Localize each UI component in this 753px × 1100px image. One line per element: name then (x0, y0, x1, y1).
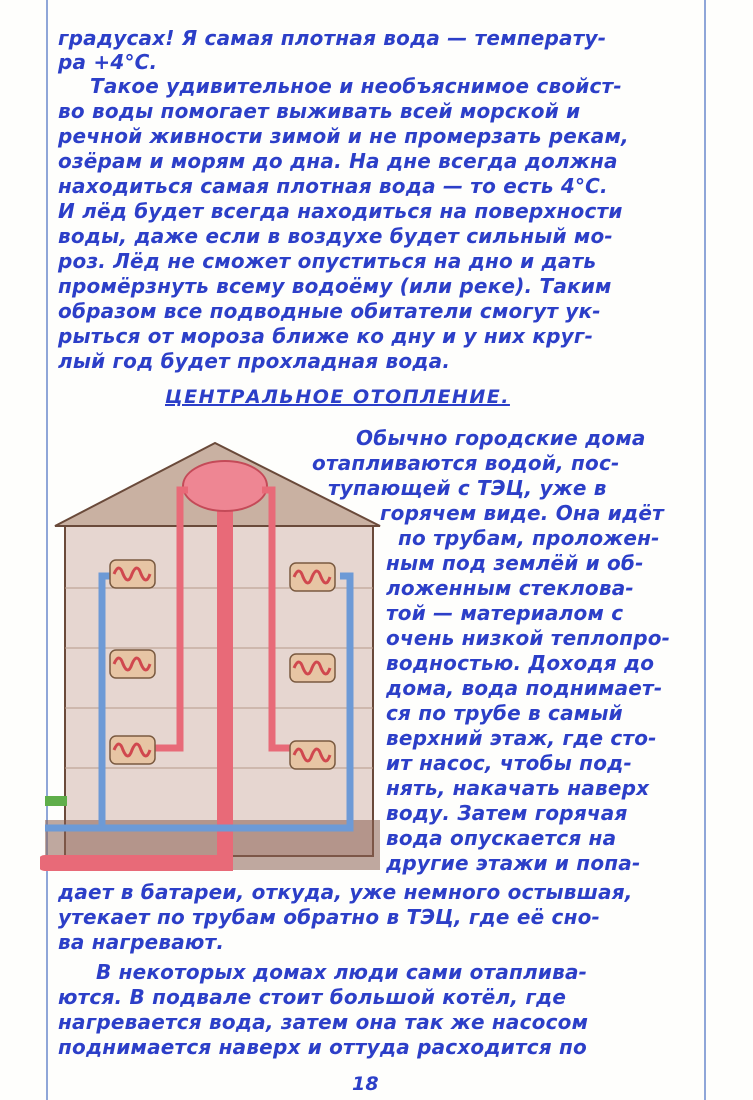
column-line: отапливаются водой, пос- (312, 451, 620, 475)
right-margin-line (704, 0, 706, 1100)
page-number: 18 (352, 1073, 379, 1095)
column-line: вода опускается на (386, 826, 617, 850)
grass (45, 796, 67, 806)
intro-line: находиться самая плотная вода — то есть 4°С. (58, 174, 608, 198)
intro-line: рыться от мороза ближе ко дну и у них круг- (58, 324, 594, 348)
intro-line: ра +4°С. (58, 50, 158, 74)
column-line: по трубам, проложен- (398, 526, 660, 550)
intro-line: воды, даже если в воздухе будет сильный мо- (58, 224, 613, 248)
section-title: ЦЕНТРАЛЬНОЕ ОТОПЛЕНИЕ. (165, 386, 510, 408)
bottom-line: поднимается наверх и оттуда расходится по (58, 1035, 587, 1059)
bottom-line: ва нагревают. (58, 930, 225, 954)
column-line: другие этажи и попа- (386, 851, 641, 875)
column-line: водностью. Доходя до (386, 651, 655, 675)
column-line: тупающей с ТЭЦ, уже в (328, 476, 607, 500)
column-line: воду. Затем горячая (386, 801, 628, 825)
column-line: ным под землёй и об- (386, 551, 644, 575)
column-line: Обычно городские дома (356, 426, 646, 450)
column-line: той — материалом с (386, 601, 624, 625)
column-line: горячем виде. Она идёт (380, 501, 664, 525)
column-line: ложенным стеклова- (386, 576, 634, 600)
bottom-line: нагревается вода, затем она так же насосом (58, 1010, 589, 1034)
bottom-line: ются. В подвале стоит большой котёл, где (58, 985, 567, 1009)
intro-line: во воды помогает выживать всей морской и (58, 99, 581, 123)
bottom-line: В некоторых домах люди сами отаплива- (96, 960, 588, 984)
intro-line: градусах! Я самая плотная вода — температу- (58, 26, 607, 50)
column-line: нять, накачать наверх (386, 776, 650, 800)
intro-line: Такое удивительное и необъяснимое свойст- (90, 74, 622, 98)
intro-line: озёрам и морям до дна. На дне всегда должна (58, 149, 618, 173)
bottom-line: дает в батареи, откуда, уже немного остывшая, (58, 880, 633, 904)
bottom-line: утекает по трубам обратно в ТЭЦ, где её сно- (58, 905, 601, 929)
intro-line: образом все подводные обитатели смогут ук- (58, 299, 601, 323)
intro-line: роз. Лёд не сможет опуститься на дно и дать (58, 249, 597, 273)
central-heating-drawing (40, 438, 385, 878)
column-line: ся по трубе в самый (386, 701, 623, 725)
intro-line: промёрзнуть всему водоёму (или реке). Таким (58, 274, 612, 298)
column-line: верхний этаж, где сто- (386, 726, 657, 750)
column-line: ит насос, чтобы под- (386, 751, 632, 775)
intro-line: лый год будет прохладная вода. (58, 349, 451, 373)
intro-line: И лёд будет всегда находиться на поверхности (58, 199, 623, 223)
pump-tank (183, 461, 267, 511)
column-line: дома, вода поднимает- (386, 676, 663, 700)
column-line: очень низкой теплопро- (386, 626, 671, 650)
intro-line: речной живности зимой и не промерзать рекам, (58, 124, 629, 148)
